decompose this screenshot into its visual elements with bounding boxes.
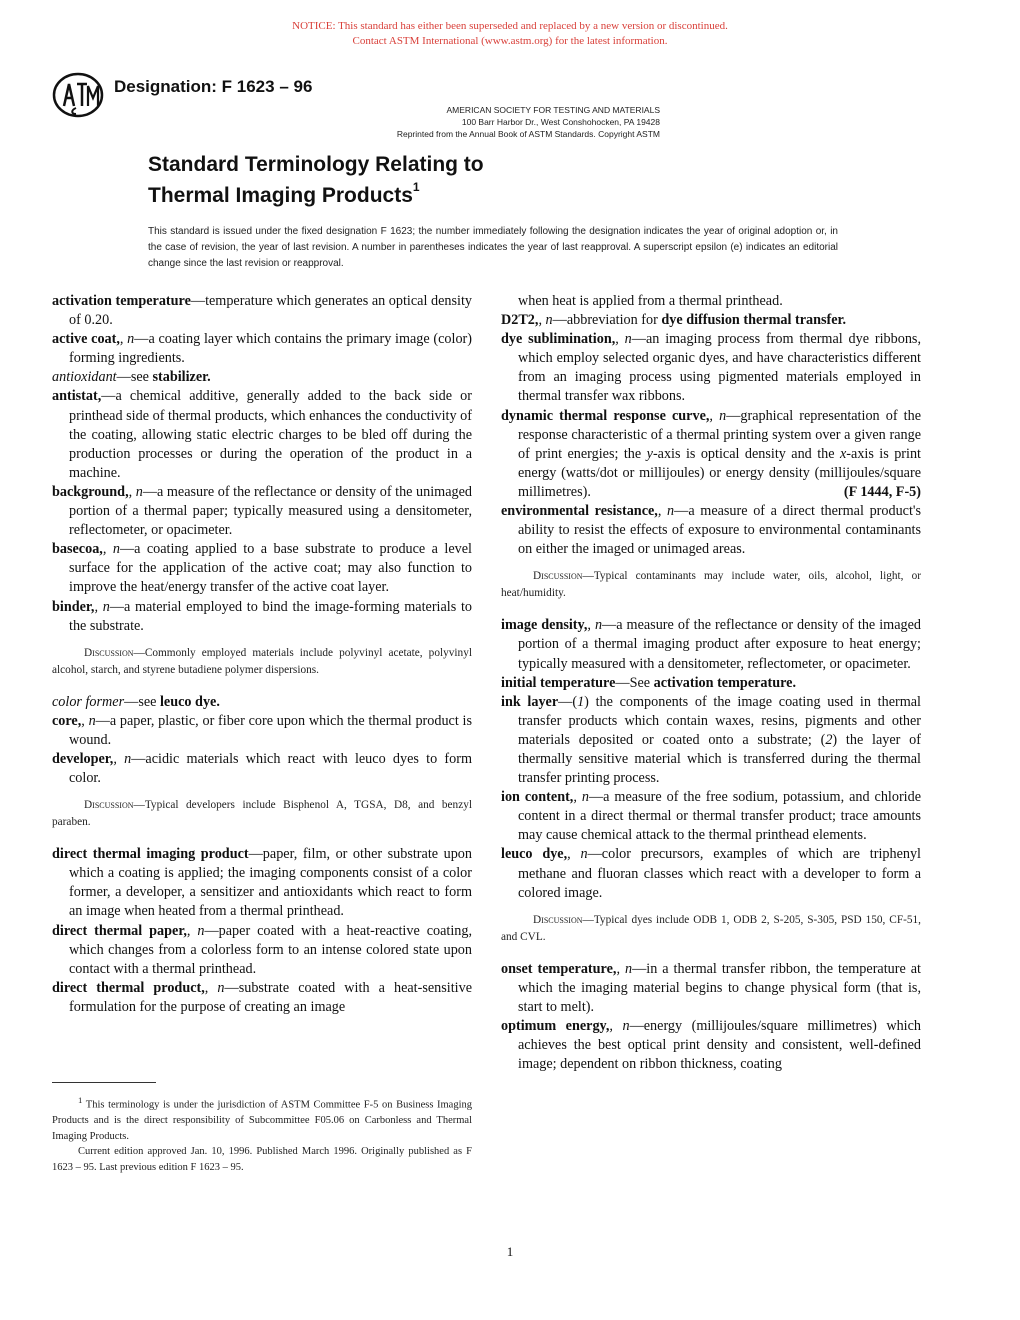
continuation-direct-thermal-product: when heat is applied from a thermal printhead. bbox=[518, 293, 783, 309]
entry-basecoa: basecoa,, n—a coating applied to a base substrate to produce a level surface for the application of the active coat; may also function to improve the heat/energy transfer of the active coat layer. bbox=[52, 541, 473, 596]
footnote-divider bbox=[52, 1082, 156, 1083]
issued-statement: This standard is issued under the fixed designation F 1623; the number immediately following the designation indicates the year of original adoption or, in the case of revision, the year of last revision. A number in parentheses indicates the year of last reapproval. A superscript epsilon (e) indicates an editorial change since the last revision or reapproval. bbox=[148, 226, 838, 269]
discussion-leuco-dye: Discussion—Typical dyes include ODB 1, ODB 2, S-205, S-305, PSD 150, CF-51, and CVL. bbox=[501, 913, 921, 943]
entry-antioxidant: antioxidant—see stabilizer. bbox=[52, 369, 211, 386]
entry-ink-layer: ink layer—(1) the components of the image coating used in thermal transfer products which contain waxes, resins, pigments and other materials deposited or coated onto a substrate; (2) the layer of thermally sensitive material which is transferred during the thermal transfer printing process. bbox=[501, 693, 921, 787]
right-column bbox=[501, 292, 921, 1074]
entry-antistat: antistat,—a chemical additive, generally added to the back side or printhead side of thermal products, which enhances the conductivity of the coating, allowing static electric charges to be bled off during the production processes or during the operation of the product in a machine. bbox=[52, 388, 472, 481]
title-footnote-ref: 1 bbox=[412, 180, 420, 194]
title-line-2: Thermal Imaging Products$^1$ bbox=[148, 180, 420, 207]
entry-direct-thermal-product: direct thermal product,, n—substrate coated with a heat-sensitive formulation for the purpose of creating an image bbox=[52, 979, 472, 1015]
discussion-binder: Discussion—Commonly employed materials include polyvinyl acetate, polyvinyl alcohol, starch, and styrene butadiene polymer dispersions. bbox=[52, 646, 472, 676]
notice-line-1: NOTICE: This standard has either been superseded and replaced by a new version or discontinued. bbox=[292, 20, 728, 32]
reprint-line: Reprinted from the Annual Book of ASTM Standards. Copyright ASTM bbox=[396, 129, 660, 139]
astm-logo-icon bbox=[52, 72, 104, 118]
entry-initial-temperature: initial temperature—See activation temperature. bbox=[501, 674, 797, 691]
entry-dye-sublimination: dye sublimination,, n—an imaging process from thermal dye ribbons, which employ selected organic dyes, and have characteristics different from an imaging process using pigmented materials employed in thermal transfer wax ribbons. bbox=[501, 331, 921, 405]
entry-activation-temperature: activation temperature—temperature which generates an optical density of 0.20. bbox=[52, 293, 472, 329]
entry-environmental-resistance: environmental resistance,, n—a measure of a direct thermal product's ability to resist the effects of exposure to environmental contaminants on either the imaged or unimaged areas. bbox=[501, 503, 921, 558]
entry-direct-thermal-paper: direct thermal paper,, n—paper coated with a heat-reactive coating, which changes from a colorless form to an intense colored state upon contact with a thermal printhead. bbox=[52, 922, 472, 977]
entry-leuco-dye: leuco dye,, n—color precursors, examples of which are triphenyl methane and fluoran classes which react with a developer to form a colored image. bbox=[501, 846, 921, 901]
discussion-environmental-resistance: Discussion—Typical contaminants may include water, oils, alcohol, light, or heat/humidity. bbox=[501, 570, 921, 600]
footnote-1: $^1$ This terminology is under the jurisdiction of ASTM Committee F-5 on Business Imaging Products and is the direct responsibility of Subcommittee F05.06 on Carbonless and Thermal Imaging Products. bbox=[52, 1095, 473, 1142]
page-number: 1 bbox=[506, 1244, 514, 1259]
entry-developer: developer,, n—acidic materials which react with leuco dyes to form color. bbox=[52, 750, 473, 787]
notice-line-2: Contact ASTM International (www.astm.org) for the latest information. bbox=[352, 35, 668, 47]
entry-direct-thermal-imaging-product: direct thermal imaging product—paper, film, or other substrate upon which a coating is applied; the imaging components consist of a color former, a developer, a sensitizer and antioxidants which react to form an image when heated from a thermal printhead. bbox=[52, 846, 472, 920]
footnote bbox=[52, 1093, 472, 1175]
footnote-edition: Current edition approved Jan. 10, 1996. Published March 1996. Originally published as F 1623 – 95. Last previous edition F 1623 – 95. bbox=[52, 1146, 472, 1173]
entry-onset-temperature: onset temperature,, n—in a thermal transfer ribbon, the temperature at which the imaging material begins to change physical form (that is, start to melt). bbox=[501, 960, 921, 1015]
entry-active-coat: active coat,, n—a coating layer which contains the primary image (color) forming ingredients. bbox=[52, 331, 473, 367]
org-name: AMERICAN SOCIETY FOR TESTING AND MATERIALS bbox=[446, 105, 660, 115]
entry-image-density: image density,, n—a measure of the reflectance or density of the imaged portion of a thermal imaging product after exposure to heat energy; typically measured with a densitometer, reflectometer, or opacimeter. bbox=[501, 617, 921, 672]
entry-core: core,, n—a paper, plastic, or fiber core upon which the thermal product is wound. bbox=[52, 712, 472, 748]
entry-background: background,, n—a measure of the reflectance or density of the unimaged portion of a thermal paper; typically measured using a densitometer, reflectometer, or opacimeter. bbox=[52, 483, 472, 539]
entry-dynamic-thermal-response-curve: dynamic thermal response curve,, n—graphical representation of the response characteristic of a thermal printing system over a given range of print energies; the y-axis is optical density and the x-axis is print energy (watts/dot or millijoules) or energy density (millijoules/square millimetres). (F 1444, F-5) bbox=[501, 407, 921, 502]
discussion-developer: Discussion—Typical developers include Bisphenol A, TGSA, D8, and benzyl paraben. bbox=[52, 799, 472, 829]
title-line-1: Standard Terminology Relating to bbox=[148, 153, 484, 176]
entry-optimum-energy: optimum energy,, n—energy (millijoules/square millimetres) which achieves the best optical print density and consistent, well-defined image; dependent on ribbon thickness, coating bbox=[501, 1018, 921, 1073]
entry-ion-content: ion content,, n—a measure of the free sodium, potassium, and chloride content in a direct thermal or thermal transfer product; trace amounts may cause chemical attack to the thermal printhead elements. bbox=[501, 789, 922, 844]
org-address: 100 Barr Harbor Dr., West Conshohocken, PA 19428 bbox=[461, 117, 660, 127]
left-column bbox=[52, 292, 472, 1017]
reference-f1444: (F 1444, F-5) bbox=[843, 483, 921, 500]
designation: Designation: F 1623 – 96 bbox=[114, 77, 313, 96]
entry-d2t2: D2T2,, n—abbreviation for dye diffusion thermal transfer. bbox=[501, 312, 847, 329]
entry-binder: binder,, n—a material employed to bind the image-forming materials to the substrate. bbox=[52, 598, 472, 634]
entry-color-former: color former—see leuco dye. bbox=[52, 693, 220, 710]
